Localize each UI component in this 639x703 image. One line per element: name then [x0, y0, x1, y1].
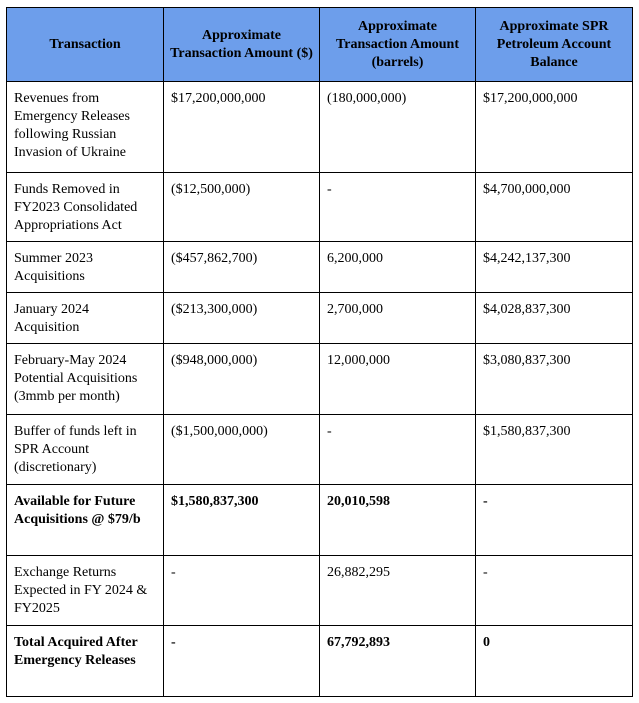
cell-amount-barrels: 12,000,000	[320, 344, 476, 415]
cell-transaction: Buffer of funds left in SPR Account (discretionary)	[7, 415, 164, 485]
cell-transaction: Summer 2023 Acquisitions	[7, 242, 164, 293]
cell-account-balance: $17,200,000,000	[476, 82, 633, 173]
table-row	[7, 293, 633, 344]
cell-amount-dollars: $1,580,837,300	[164, 485, 320, 556]
cell-amount-barrels: 6,200,000	[320, 242, 476, 293]
cell-transaction: January 2024 Acquisition	[7, 293, 164, 344]
table-row	[7, 344, 633, 415]
header-transaction: Transaction	[7, 8, 164, 82]
cell-amount-barrels: -	[320, 173, 476, 242]
table-row	[7, 173, 633, 242]
cell-amount-barrels: 20,010,598	[320, 485, 476, 556]
cell-transaction: Total Acquired After Emergency Releases	[7, 626, 164, 697]
cell-account-balance: -	[476, 556, 633, 626]
table-row	[7, 626, 633, 697]
cell-transaction: Funds Removed in FY2023 Consolidated Appropriations Act	[7, 173, 164, 242]
cell-account-balance: $4,028,837,300	[476, 293, 633, 344]
header-row	[7, 8, 633, 82]
cell-amount-barrels: 67,792,893	[320, 626, 476, 697]
cell-amount-dollars: ($948,000,000)	[164, 344, 320, 415]
cell-account-balance: $3,080,837,300	[476, 344, 633, 415]
cell-amount-dollars: ($12,500,000)	[164, 173, 320, 242]
table-row	[7, 415, 633, 485]
spr-transactions-table	[6, 7, 633, 697]
cell-amount-barrels: -	[320, 415, 476, 485]
cell-account-balance: $1,580,837,300	[476, 415, 633, 485]
cell-account-balance: 0	[476, 626, 633, 697]
cell-transaction: Available for Future Acquisitions @ $79/b	[7, 485, 164, 556]
cell-amount-barrels: (180,000,000)	[320, 82, 476, 173]
cell-account-balance: -	[476, 485, 633, 556]
cell-amount-dollars: ($213,300,000)	[164, 293, 320, 344]
table-row	[7, 556, 633, 626]
cell-amount-dollars: -	[164, 626, 320, 697]
cell-transaction: Exchange Returns Expected in FY 2024 & FY2025	[7, 556, 164, 626]
cell-transaction: Revenues from Emergency Releases following Russian Invasion of Ukraine	[7, 82, 164, 173]
cell-account-balance: $4,242,137,300	[476, 242, 633, 293]
cell-transaction: February-May 2024 Potential Acquisitions (3mmb per month)	[7, 344, 164, 415]
cell-amount-barrels: 26,882,295	[320, 556, 476, 626]
header-account-balance: Approximate SPR Petroleum Account Balance	[476, 8, 633, 82]
table-row	[7, 242, 633, 293]
cell-amount-dollars: $17,200,000,000	[164, 82, 320, 173]
cell-amount-dollars: ($1,500,000,000)	[164, 415, 320, 485]
header-amount-barrels: Approximate Transaction Amount (barrels)	[320, 8, 476, 82]
cell-amount-dollars: ($457,862,700)	[164, 242, 320, 293]
cell-amount-dollars: -	[164, 556, 320, 626]
cell-amount-barrels: 2,700,000	[320, 293, 476, 344]
table-row	[7, 82, 633, 173]
table-row	[7, 485, 633, 556]
header-amount-dollars: Approximate Transaction Amount ($)	[164, 8, 320, 82]
cell-account-balance: $4,700,000,000	[476, 173, 633, 242]
